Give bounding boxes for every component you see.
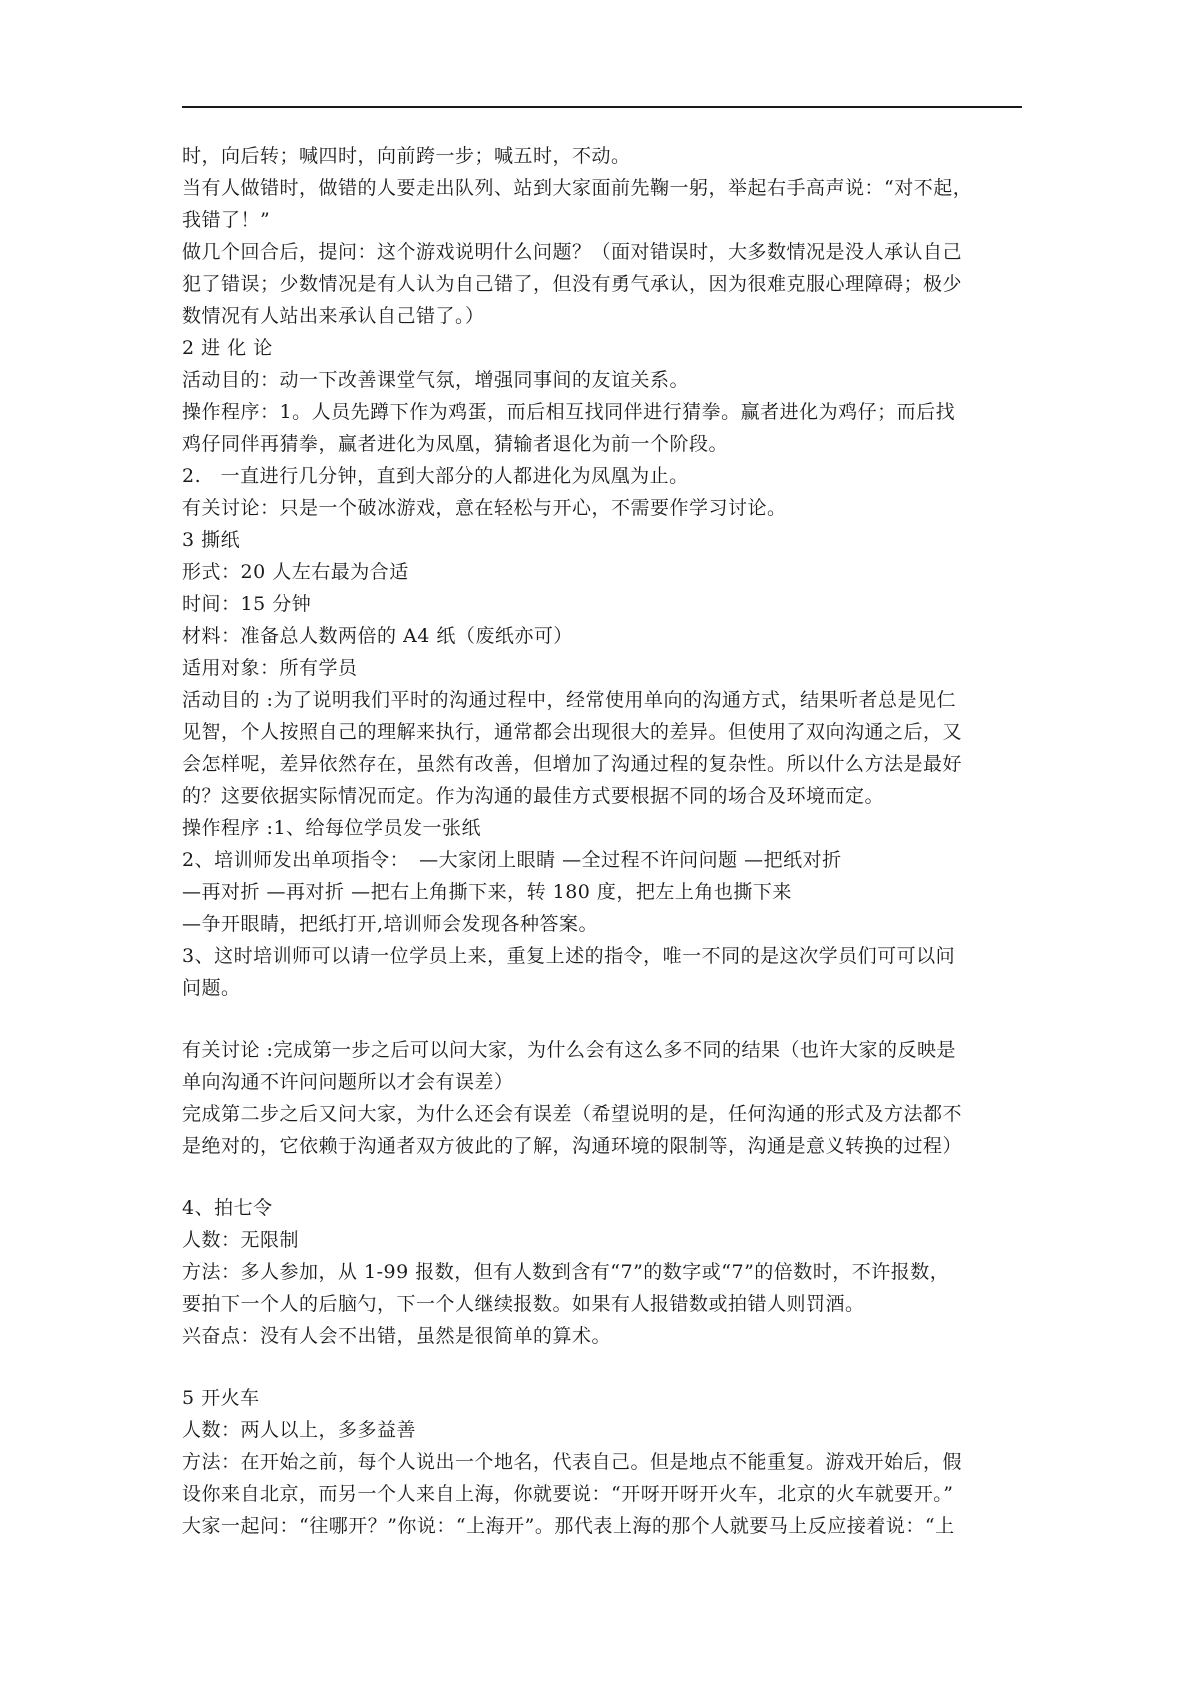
text-line: 犯了错误；少数情况是有人认为自己错了，但没有勇气承认，因为很难克服心理障碍；极少 xyxy=(182,273,963,295)
text-line: 有关讨论 :完成第一步之后可以问大家，为什么会有这么多不同的结果（也许大家的反映是 xyxy=(182,1039,956,1061)
blank-line xyxy=(182,1352,1022,1382)
text-line: 时间：15 分钟 xyxy=(182,593,312,615)
text-line: 人数：无限制 xyxy=(182,1229,300,1251)
text-line: 3 撕纸 xyxy=(182,529,241,551)
text-line: 操作程序 :1、给每位学员发一张纸 xyxy=(182,817,482,839)
text-line: 操作程序：1。人员先蹲下作为鸡蛋，而后相互找同伴进行猜拳。赢者进化为鸡仔；而后找 xyxy=(182,401,956,423)
document-body xyxy=(182,140,1022,1542)
text-line: 做几个回合后，提问：这个游戏说明什么问题？（面对错误时，大多数情况是没人承认自己 xyxy=(182,241,963,263)
text-line: 见智，个人按照自己的理解来执行，通常都会出现很大的差异。但使用了双向沟通之后，又 xyxy=(182,721,963,743)
text-line: 适用对象：所有学员 xyxy=(182,657,358,679)
text-line: 设你来自北京，而另一个人来自上海，你就要说：“开呀开呀开火车，北京的火车就要开。” xyxy=(182,1483,954,1505)
text-line: 有关讨论：只是一个破冰游戏，意在轻松与开心，不需要作学习讨论。 xyxy=(182,497,787,519)
text-line: 方法：多人参加，从 1-99 报数，但有人数到含有“7”的数字或“7”的倍数时，不许报数， xyxy=(182,1261,950,1283)
text-line: 3、这时培训师可以请一位学员上来，重复上述的指令，唯一不同的是这次学员们可可以问 xyxy=(182,945,956,967)
text-line: 数情况有人站出来承认自己错了。） xyxy=(182,305,485,327)
header-rule xyxy=(182,106,1022,108)
text-line: 活动目的：动一下改善课堂气氛，增强同事间的友谊关系。 xyxy=(182,369,690,391)
text-line: 形式：20 人左右最为合适 xyxy=(182,561,409,583)
text-line: 材料：准备总人数两倍的 A4 纸（废纸亦可） xyxy=(182,625,573,647)
text-line: 我错了！” xyxy=(182,209,271,231)
text-line: 时，向后转；喊四时，向前跨一步；喊五时，不动。 xyxy=(182,145,631,167)
text-line: 2 进 化 论 xyxy=(182,337,273,359)
text-line: 兴奋点：没有人会不出错，虽然是很简单的算术。 xyxy=(182,1325,612,1347)
text-line: 大家一起问：“往哪开？”你说：“上海开”。那代表上海的那个人就要马上反应接着说：“上 xyxy=(182,1515,955,1537)
text-line: 方法：在开始之前，每个人说出一个地名，代表自己。但是地点不能重复。游戏开始后，假 xyxy=(182,1451,963,1473)
text-line: 是绝对的，它依赖于沟通者双方彼此的了解，沟通环境的限制等，沟通是意义转换的过程） xyxy=(182,1135,963,1157)
text-line: 4、拍七令 xyxy=(182,1197,273,1219)
text-line: 会怎样呢，差异依然存在，虽然有改善，但增加了沟通过程的复杂性。所以什么方法是最好 xyxy=(182,753,963,775)
blank-line xyxy=(182,1162,1022,1192)
text-line: 问题。 xyxy=(182,977,241,999)
blank-line xyxy=(182,1004,1022,1034)
text-line: 鸡仔同伴再猜拳，赢者进化为凤凰，猜输者退化为前一个阶段。 xyxy=(182,433,729,455)
text-line: 的？这要依据实际情况而定。作为沟通的最佳方式要根据不同的场合及环境而定。 xyxy=(182,785,885,807)
text-line: 完成第二步之后又问大家，为什么还会有误差（希望说明的是，任何沟通的形式及方法都不 xyxy=(182,1103,963,1125)
text-line: 活动目的 :为了说明我们平时的沟通过程中，经常使用单向的沟通方式，结果听者总是见仁 xyxy=(182,689,956,711)
text-line: 当有人做错时，做错的人要走出队列、站到大家面前先鞠一躬，举起右手高声说：“对不起， xyxy=(182,177,973,199)
text-line: 2、培训师发出单项指令： —大家闭上眼睛 —全过程不许问问题 —把纸对折 xyxy=(182,849,842,871)
text-line: 要拍下一个人的后脑勺，下一个人继续报数。如果有人报错数或拍错人则罚酒。 xyxy=(182,1293,865,1315)
text-line: —争开眼睛，把纸打开,培训师会发现各种答案。 xyxy=(182,913,599,935)
text-line: 2. 一直进行几分钟，直到大部分的人都进化为凤凰为止。 xyxy=(182,465,689,487)
text-line: —再对折 —再对折 —把右上角撕下来，转 180 度，把左上角也撕下来 xyxy=(182,881,792,903)
text-line: 单向沟通不许问问题所以才会有误差） xyxy=(182,1071,514,1093)
text-line: 5 开火车 xyxy=(182,1387,260,1409)
text-line: 人数：两人以上，多多益善 xyxy=(182,1419,417,1441)
